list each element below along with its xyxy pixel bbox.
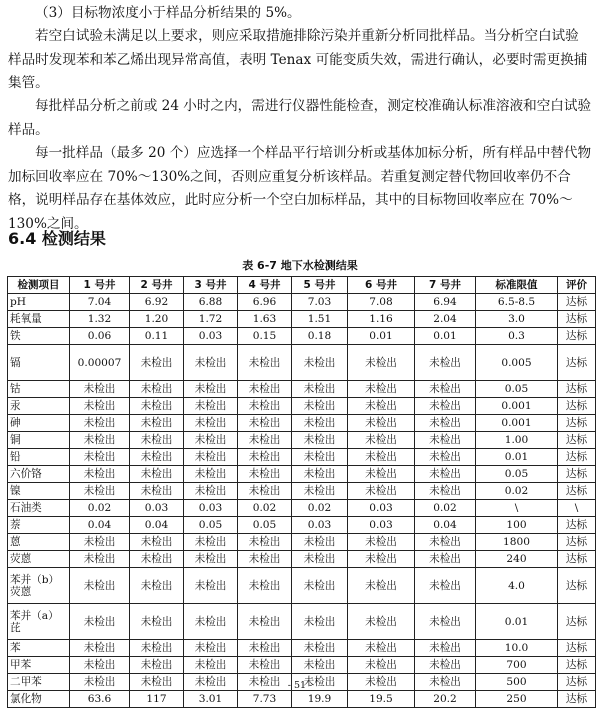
table-cell: 未检出 [348, 568, 415, 604]
item-name-cell: 荧蒽 [8, 551, 70, 568]
table-row [8, 551, 596, 568]
table-cell: 未检出 [130, 466, 184, 483]
table-cell: 0.005 [476, 345, 558, 381]
table-cell: 未检出 [238, 381, 292, 398]
table-cell: 未检出 [292, 398, 348, 415]
table-cell: 7.73 [238, 691, 292, 708]
table-row [8, 432, 596, 449]
item-name-cell: pH [8, 294, 70, 311]
table-cell: 1.51 [292, 311, 348, 328]
table-cell: 未检出 [415, 568, 476, 604]
table-cell: 未检出 [184, 398, 238, 415]
table-cell: 未检出 [415, 551, 476, 568]
table-cell: 0.001 [476, 415, 558, 432]
table-cell: 未检出 [238, 657, 292, 674]
table-cell: 未检出 [184, 551, 238, 568]
table-cell: 19.5 [348, 691, 415, 708]
table-cell: 0.02 [292, 500, 348, 517]
table-cell: 100 [476, 517, 558, 534]
table-cell: 未检出 [70, 398, 130, 415]
table-cell: 3.01 [184, 691, 238, 708]
column-header: 4 号井 [238, 277, 292, 294]
table-cell: 0.03 [348, 517, 415, 534]
table-cell: 未检出 [70, 432, 130, 449]
table-cell: 未检出 [184, 466, 238, 483]
table-row [8, 568, 596, 604]
table-cell: 0.05 [184, 517, 238, 534]
item-name-cell: 苯 [8, 640, 70, 657]
table-cell: 0.04 [130, 517, 184, 534]
table-cell: 未检出 [348, 398, 415, 415]
table-cell: 0.15 [238, 328, 292, 345]
table-cell: 未检出 [415, 381, 476, 398]
table-cell: 未检出 [292, 466, 348, 483]
table-cell: 未检出 [70, 483, 130, 500]
table-cell: 0.01 [415, 328, 476, 345]
table-cell: 1.00 [476, 432, 558, 449]
table-cell: 未检出 [415, 415, 476, 432]
table-cell: 未检出 [184, 674, 238, 691]
table-cell: 未检出 [415, 449, 476, 466]
table-cell: 未检出 [348, 449, 415, 466]
table-cell: 未检出 [130, 381, 184, 398]
table-cell: 未检出 [130, 449, 184, 466]
table-cell: 4.0 [476, 568, 558, 604]
table-cell: \ [558, 500, 596, 517]
table-cell: 未检出 [238, 415, 292, 432]
table-cell: 未检出 [184, 604, 238, 640]
table-cell: 未检出 [348, 551, 415, 568]
table-cell: 未检出 [238, 398, 292, 415]
table-cell: 未检出 [238, 568, 292, 604]
item-name-cell: 蒽 [8, 534, 70, 551]
item-name-cell: 石油类 [8, 500, 70, 517]
table-cell: 未检出 [292, 674, 348, 691]
paragraph-3 [8, 95, 592, 142]
table-row [8, 483, 596, 500]
table-cell: 未检出 [184, 568, 238, 604]
table-cell: 0.11 [130, 328, 184, 345]
table-cell: 未检出 [415, 640, 476, 657]
table-cell: 未检出 [415, 466, 476, 483]
table-row [8, 640, 596, 657]
table-row [8, 534, 596, 551]
item-name-cell: 砷 [8, 415, 70, 432]
table-cell: 未检出 [70, 674, 130, 691]
item-name-cell: 钴 [8, 381, 70, 398]
table-row [8, 500, 596, 517]
table-cell: 达标 [558, 398, 596, 415]
table-cell: 达标 [558, 483, 596, 500]
column-header: 5 号井 [292, 277, 348, 294]
table-cell: 6.96 [238, 294, 292, 311]
item-name-cell: 汞 [8, 398, 70, 415]
table-cell: 未检出 [130, 432, 184, 449]
table-row [8, 398, 596, 415]
groundwater-results-table [7, 276, 596, 708]
table-cell: 未检出 [130, 415, 184, 432]
table-cell: 7.08 [348, 294, 415, 311]
table-row [8, 311, 596, 328]
table-cell: 0.02 [476, 483, 558, 500]
table-cell: 达标 [558, 517, 596, 534]
table-cell: 0.05 [476, 381, 558, 398]
table-cell: 20.2 [415, 691, 476, 708]
table-cell: 0.01 [476, 604, 558, 640]
table-cell: 未检出 [238, 345, 292, 381]
table-cell: 未检出 [292, 449, 348, 466]
table-cell: 未检出 [348, 345, 415, 381]
table-cell: 未检出 [130, 483, 184, 500]
table-cell: 未检出 [292, 483, 348, 500]
table-cell: 达标 [558, 657, 596, 674]
paragraph-1 [8, 2, 592, 26]
table-cell: 达标 [558, 328, 596, 345]
table-row [8, 415, 596, 432]
table-cell: 0.3 [476, 328, 558, 345]
table-cell: 达标 [558, 568, 596, 604]
table-cell: 达标 [558, 691, 596, 708]
table-cell: 0.02 [70, 500, 130, 517]
table-cell: 0.03 [184, 328, 238, 345]
table-cell: 0.01 [348, 328, 415, 345]
item-name-cell: 氯化物 [8, 691, 70, 708]
item-name-cell: 甲苯 [8, 657, 70, 674]
table-cell: 未检出 [70, 640, 130, 657]
table-cell: 达标 [558, 466, 596, 483]
section-heading: 6.4 检测结果 [8, 229, 106, 248]
table-cell: 1800 [476, 534, 558, 551]
table-row [8, 657, 596, 674]
table-row [8, 345, 596, 381]
table-cell: 2.04 [415, 311, 476, 328]
table-cell: 未检出 [238, 432, 292, 449]
table-cell: 未检出 [184, 449, 238, 466]
table-cell: 0.03 [184, 500, 238, 517]
table-cell: 0.05 [238, 517, 292, 534]
table-row [8, 517, 596, 534]
table-cell: 未检出 [184, 534, 238, 551]
table-cell: 未检出 [130, 604, 184, 640]
table-cell: 未检出 [70, 568, 130, 604]
table-cell: 未检出 [184, 640, 238, 657]
table-cell: 未检出 [238, 674, 292, 691]
table-cell: 0.06 [70, 328, 130, 345]
table-cell: 0.00007 [70, 345, 130, 381]
table-cell: 63.6 [70, 691, 130, 708]
table-cell: 0.02 [415, 500, 476, 517]
table-cell: 达标 [558, 294, 596, 311]
column-header: 1 号井 [70, 277, 130, 294]
table-cell: 0.04 [415, 517, 476, 534]
table-cell: 达标 [558, 674, 596, 691]
table-cell: 7.03 [292, 294, 348, 311]
table-cell: 未检出 [70, 449, 130, 466]
item-name-cell: 铅 [8, 449, 70, 466]
table-cell: 达标 [558, 311, 596, 328]
table-cell: 未检出 [130, 534, 184, 551]
table-cell: 1.16 [348, 311, 415, 328]
table-cell: 未检出 [70, 466, 130, 483]
table-cell: 未检出 [238, 534, 292, 551]
table-cell: 未检出 [238, 551, 292, 568]
table-cell: 未检出 [415, 345, 476, 381]
table-cell: 未检出 [70, 534, 130, 551]
table-cell: 未检出 [292, 432, 348, 449]
table-cell: 0.03 [292, 517, 348, 534]
item-name-cell: 铁 [8, 328, 70, 345]
table-cell: 未检出 [70, 415, 130, 432]
table-cell: 0.04 [70, 517, 130, 534]
table-cell: 未检出 [415, 432, 476, 449]
table-cell: 1.72 [184, 311, 238, 328]
table-cell: 未检出 [292, 568, 348, 604]
table-cell: 未检出 [184, 345, 238, 381]
table-cell: 0.03 [348, 500, 415, 517]
table-cell: 未检出 [292, 534, 348, 551]
column-header: 7 号井 [415, 277, 476, 294]
table-cell: 未检出 [415, 604, 476, 640]
table-cell: 未检出 [348, 534, 415, 551]
table-cell: 6.92 [130, 294, 184, 311]
table-row [8, 604, 596, 640]
table-cell: 未检出 [348, 432, 415, 449]
table-cell: 未检出 [184, 657, 238, 674]
table-cell: \ [476, 500, 558, 517]
table-cell: 未检出 [415, 657, 476, 674]
table-cell: 未检出 [292, 657, 348, 674]
table-row [8, 328, 596, 345]
table-cell: 1.32 [70, 311, 130, 328]
table-cell: 未检出 [238, 604, 292, 640]
table-cell: 未检出 [415, 674, 476, 691]
table-cell: 未检出 [130, 674, 184, 691]
table-cell: 7.04 [70, 294, 130, 311]
table-cell: 0.03 [130, 500, 184, 517]
paragraph-text: （3）目标物浓度小于样品分析结果的 5%。 [35, 5, 301, 21]
item-name-cell: 苯并（a）芘 [8, 604, 70, 640]
table-cell: 达标 [558, 551, 596, 568]
table-cell: 未检出 [238, 640, 292, 657]
table-cell: 未检出 [70, 551, 130, 568]
table-cell: 未检出 [348, 415, 415, 432]
table-cell: 0.18 [292, 328, 348, 345]
table-cell: 未检出 [238, 483, 292, 500]
table-cell: 未检出 [415, 398, 476, 415]
table-cell: 未检出 [70, 604, 130, 640]
table-row [8, 691, 596, 708]
table-cell: 0.05 [476, 466, 558, 483]
table-row [8, 466, 596, 483]
table-cell: 6.94 [415, 294, 476, 311]
column-header: 检测项目 [8, 277, 70, 294]
table-cell: 0.01 [476, 449, 558, 466]
table-cell: 未检出 [348, 483, 415, 500]
table-row [8, 381, 596, 398]
table-cell: 0.001 [476, 398, 558, 415]
column-header: 标准限值 [476, 277, 558, 294]
table-cell: 19.9 [292, 691, 348, 708]
table-cell: 未检出 [184, 483, 238, 500]
table-cell: 1.63 [238, 311, 292, 328]
table-cell: 未检出 [348, 674, 415, 691]
table-cell: 未检出 [130, 657, 184, 674]
table-cell: 达标 [558, 432, 596, 449]
table-cell: 达标 [558, 534, 596, 551]
table-cell: 未检出 [348, 657, 415, 674]
table-cell: 1.20 [130, 311, 184, 328]
page-number: - 51 - [287, 680, 313, 691]
table-cell: 10.0 [476, 640, 558, 657]
table-cell: 117 [130, 691, 184, 708]
table-cell: 未检出 [130, 640, 184, 657]
column-header: 评价 [558, 277, 596, 294]
table-cell: 未检出 [292, 381, 348, 398]
table-cell: 未检出 [130, 398, 184, 415]
table-cell: 未检出 [415, 483, 476, 500]
paragraph-2 [8, 25, 592, 96]
paragraph-text: 每批样品分析之前或 24 小时之内，需进行仪器性能检查，测定校准确认标准溶液和空白试验样品。 [8, 98, 592, 138]
paragraph-4 [8, 142, 592, 236]
column-header: 3 号井 [184, 277, 238, 294]
table-row [8, 449, 596, 466]
column-header: 2 号井 [130, 277, 184, 294]
table-cell: 未检出 [238, 449, 292, 466]
table-cell: 达标 [558, 345, 596, 381]
item-name-cell: 镉 [8, 345, 70, 381]
table-cell: 6.88 [184, 294, 238, 311]
table-cell: 未检出 [184, 432, 238, 449]
table-cell: 6.5-8.5 [476, 294, 558, 311]
table-caption: 表 6-7 地下水检测结果 [242, 259, 358, 272]
table-cell: 达标 [558, 415, 596, 432]
table-cell: 0.02 [238, 500, 292, 517]
item-name-cell: 耗氧量 [8, 311, 70, 328]
table-cell: 未检出 [292, 345, 348, 381]
table-cell: 3.0 [476, 311, 558, 328]
table-cell: 未检出 [184, 415, 238, 432]
table-cell: 未检出 [415, 534, 476, 551]
table-cell: 未检出 [348, 640, 415, 657]
table-cell: 未检出 [348, 466, 415, 483]
table-cell: 未检出 [348, 604, 415, 640]
item-name-cell: 二甲苯 [8, 674, 70, 691]
table-cell: 240 [476, 551, 558, 568]
table-cell: 未检出 [348, 381, 415, 398]
item-name-cell: 六价铬 [8, 466, 70, 483]
table-cell: 未检出 [70, 657, 130, 674]
table-cell: 未检出 [292, 551, 348, 568]
table-cell: 达标 [558, 449, 596, 466]
table-cell: 未检出 [292, 640, 348, 657]
table-cell: 未检出 [184, 381, 238, 398]
table-cell: 未检出 [70, 381, 130, 398]
item-name-cell: 铜 [8, 432, 70, 449]
table-cell: 未检出 [130, 551, 184, 568]
table-cell: 达标 [558, 640, 596, 657]
table-cell: 达标 [558, 604, 596, 640]
paragraph-text: 每一批样品（最多 20 个）应选择一个样品平行培训分析或基体加标分析，所有样品中替代物加标回收率应在 70%～130%之间，否则应重复分析该样品。若重复测定替代物回收率仍不合格，说明样品存在基体效应，此时应分析一个空白加标样品，其中的目标物回收率应在 70%～130%之间。 [8, 145, 592, 232]
table-header-row [8, 277, 596, 294]
table-cell: 未检出 [130, 568, 184, 604]
table-cell: 未检出 [130, 345, 184, 381]
item-name-cell: 苯并（b）荧蒽 [8, 568, 70, 604]
table-cell: 达标 [558, 381, 596, 398]
column-header: 6 号井 [348, 277, 415, 294]
table-cell: 250 [476, 691, 558, 708]
table-cell: 未检出 [292, 604, 348, 640]
paragraph-text: 若空白试验未满足以上要求，则应采取措施排除污染并重新分析同批样品。当分析空白试验样品时发现苯和苯乙烯出现异常高值，表明 Tenax 可能变质失效，需进行确认，必要时需更换捕集管。 [8, 28, 588, 92]
item-name-cell: 萘 [8, 517, 70, 534]
table-row [8, 294, 596, 311]
table-cell: 未检出 [238, 466, 292, 483]
table-cell: 未检出 [292, 415, 348, 432]
table-cell: 500 [476, 674, 558, 691]
table-cell: 700 [476, 657, 558, 674]
item-name-cell: 镍 [8, 483, 70, 500]
